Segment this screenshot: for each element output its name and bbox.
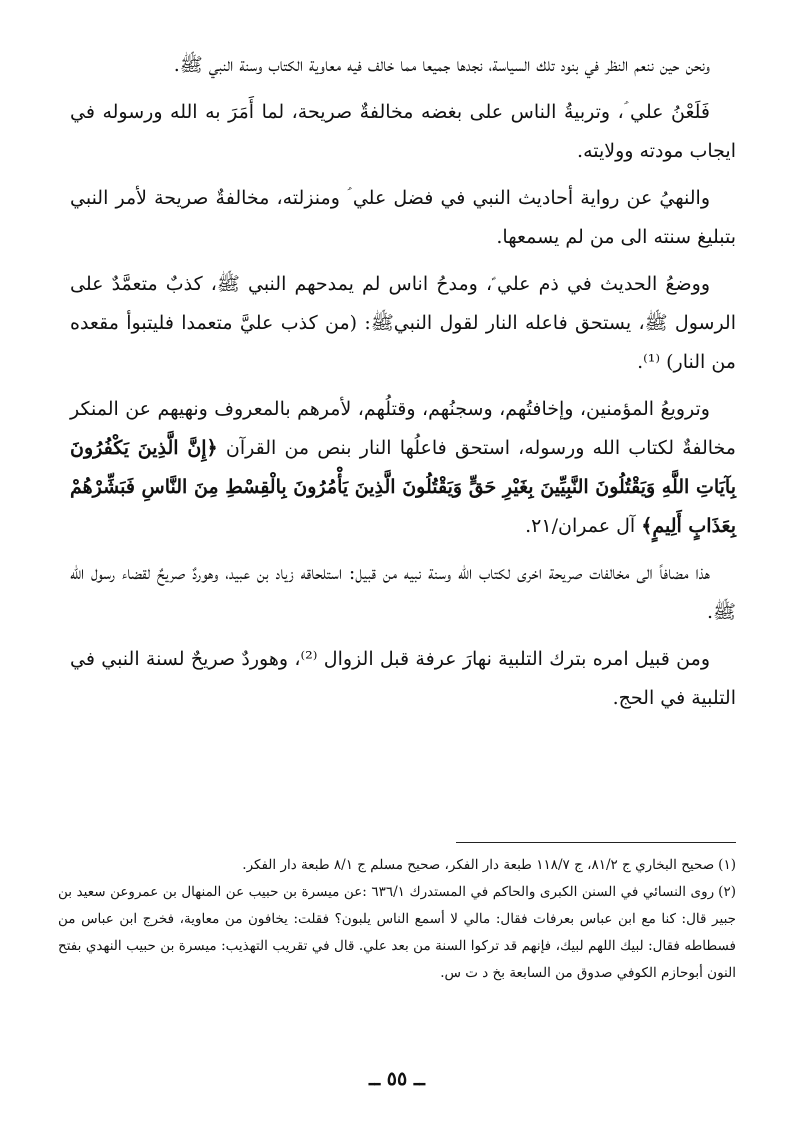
main-text: [70, 46, 736, 726]
paragraph-6: ومن قبيل امره بترك التلبية نهارَ عرفة قبل الزوال ⁽²⁾، وهوردٌ صريحٌ لسنة النبي في التلبية في الحج.: [70, 648, 736, 709]
footnote-1: [58, 852, 736, 879]
paragraph-4: ووضعُ الحديث في ذم علي ؑ، ومدحُ اناس لم يمدحهم النبي ﷺ، كذبٌ متعمَّدٌ على الرسول ﷺ، يستحق فاعله النار لقول النبيﷺ: (من كذب عليَّ متعمدا فليتبوأ مقعده من النار) ⁽¹⁾.: [70, 273, 736, 373]
page-number: ــ ٥٥ ــ: [369, 1068, 425, 1090]
quran-verse: ﴿إِنَّ الَّذِينَ يَكْفُرُونَ بِآيَاتِ اللَّهِ وَيَقْتُلُونَ النَّبِيِّينَ بِغَيْرِ حَقٍّ وَيَقْتُلُونَ الَّذِينَ يَأْمُرُونَ بِالْقِسْطِ مِنَ النَّاسِ فَبَشِّرْهُمْ بِعَذَابٍ أَلِيمٍ﴾: [70, 437, 736, 537]
footnote-2-number: (٢): [718, 884, 736, 900]
footnote-1-number: (١): [718, 857, 736, 873]
paragraph-quran: [70, 390, 736, 546]
paragraph-5: هذا مضافاً الى مخالفات صريحة اخرى لكتاب الله وسنة نبيه من قبيل: استلحاقه زياد بن عبيد، وهوردٌ صريحٌ لقضاء رسول الله ﷺ.: [70, 562, 736, 623]
quran-reference: آل عمران/٢١.: [525, 515, 642, 537]
paragraph-3: والنهيُ عن رواية أحاديث النبي في فضل علي ؑ ومنزلته، مخالفةٌ صريحة لأمر النبي بتبليغ سنته الى من لم يسمعها.: [70, 187, 736, 248]
paragraph-1: ونحن حين ننعم النظر في بنود تلك السياسة، نجدها جميعا مما خالف فيه معاوية الكتاب وسنة النبي ﷺ.: [173, 54, 710, 76]
footnote-2-text: روى النسائي في السنن الكبرى والحاكم في المستدرك ٦٣٦/١ :عن ميسرة بن حبيب عن المنهال بن عمروعن سعيد بن جبير قال: كنا مع ابن عباس بعرفات فقال: مالي لا أسمع الناس يلبون؟ فقلت: يخافون من معاوية، فخرج ابن عباس من فسطاطه فقال: لبيك اللهم لبيك، فإنهم قد تركوا السنة من بعد علي. قال في تقريب التهذيب: ميسرة بن حبيب النهدي بفتح النون أبوحازم الكوفي صدوق من السابعة بخ د ت س.: [58, 884, 736, 981]
footnote-1-text: صحيح البخاري ج ٨١/٢، ج ١١٨/٧ طبعة دار الفكر، صحيح مسلم ج ٨/١ طبعة دار الفكر.: [242, 857, 715, 873]
footnotes: [58, 852, 736, 987]
quran-paragraph-before: وترويعُ المؤمنين، وإخافتُهم، وسجنُهم، وقتلُهم، لأمرهم بالمعروف ونهيهم عن المنكر مخالفةٌ لكتاب الله ورسوله، استحق فاعلُها النار بنص من القرآن: [70, 398, 736, 459]
paragraph-2: فَلَعْنُ علي ؑ، وتربيةُ الناس على بغضه مخالفةٌ صريحة، لما أَمَرَ به الله ورسوله في ايجاب مودته وولايته.: [70, 101, 736, 162]
footnote-divider: [456, 842, 736, 843]
footnote-2: [58, 879, 736, 987]
